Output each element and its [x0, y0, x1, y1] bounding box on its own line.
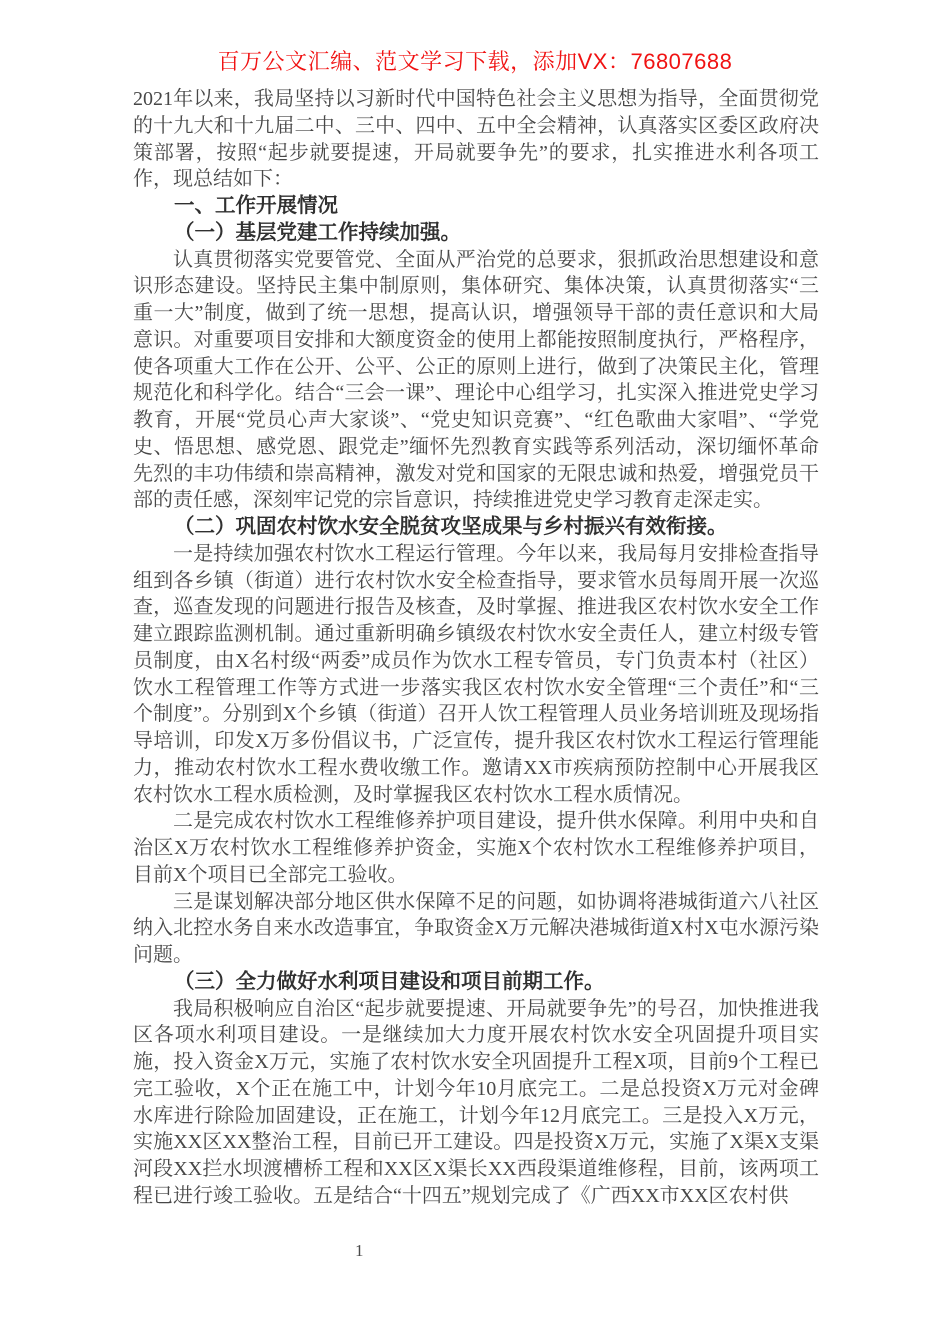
water-safety-paragraph-2: 二是完成农村饮水工程维修养护项目建设，提升供水保障。利用中央和自治区X万农村饮水工程维修养护资金，实施X个农村饮水工程维修养护项目，目前X个项目已全部完工验收。: [133, 810, 819, 886]
page-number: 1: [355, 1241, 364, 1260]
party-building-paragraph: 认真贯彻落实党要管党、全面从严治党的总要求，狠抓政治思想建设和意识形态建设。坚持民主集中制原则，集体研究、集体决策，认真贯彻落实“三重一大”制度，做到了统一思想，提高认识，增强领导干部的责任意识和大局意识。对重要项目安排和大额度资金的使用上都能按照制度执行，严格程序，使各项重大工作在公开、公平、公正的原则上进行，做到了决策民主化，管理规范化和科学化。结合“三会一课”、理论中心组学习，扎实深入推进党史学习教育，开展“党员心声大家谈”、“党史知识竞赛”、“红色歌曲大家唱”、“学党史、悟思想、感党恩、跟党走”缅怀先烈教育实践等系列活动，深切缅怀革命先烈的丰功伟绩和崇高精神，激发对党和国家的无限忠诚和热爱，增强党员干部的责任感，深刻牢记党的宗旨意识，持续推进党史学习教育走深走实。: [133, 248, 819, 512]
promo-header-text: 百万公文汇编、范文学习下载，添加VX：76807688: [217, 49, 733, 74]
section-1-3-heading: （三）全力做好水利项目建设和项目前期工作。: [174, 969, 605, 993]
section-1-2-heading: （二）巩固农村饮水安全脱贫攻坚成果与乡村振兴有效衔接。: [174, 515, 728, 538]
water-safety-paragraph-1: 一是持续加强农村饮水工程运行管理。今年以来，我局每月安排检查指导组到各乡镇（街道）进行农村饮水安全检查指导，要求管水员每周开展一次巡查，巡查发现的问题进行报告及核查，及时掌握、推进我区农村饮水安全工作建立跟踪监测机制。通过重新明确乡镇级农村饮水安全责任人，建立村级专管员制度，由X名村级“两委”成员作为饮水工程专管员，专门负责本村（社区）饮水工程管理工作等方式进一步落实我区农村饮水安全管理“三个责任”和“三个制度”。分别到X个乡镇（街道）召开人饮工程管理人员业务培训班及现场指导培训，印发X万多份倡议书，广泛宣传，提升我区农村饮水工程运行管理能力，推动农村饮水工程水费收缴工作。邀请XX市疾病预防控制中心开展我区农村饮水工程水质检测，及时掌握我区农村饮水工程水质情况。: [133, 542, 819, 806]
section-1-1-heading: （一）基层党建工作持续加强。: [174, 220, 461, 244]
document-body: [133, 86, 819, 1210]
water-safety-paragraph-3: 三是谋划解决部分地区供水保障不足的问题，如协调将港城街道六八社区纳入北控水务自来水改造事宜，争取资金X万元解决港城街道X村X屯水源污染问题。: [133, 890, 819, 966]
section-1-heading: 一、工作开展情况: [174, 194, 338, 217]
intro-paragraph: 2021年以来，我局坚持以习新时代中国特色社会主义思想为指导，全面贯彻党的十九大和十九届二中、三中、四中、五中全会精神，认真落实区委区政府决策部署，按照“起步就要提速，开局就要争先”的要求，扎实推进水利各项工作，现总结如下：: [133, 88, 819, 191]
project-construction-paragraph: 我局积极响应自治区“起步就要提速、开局就要争先”的号召，加快推进我区各项水利项目建设。一是继续加大力度开展农村饮水安全巩固提升项目实施，投入资金X万元，实施了农村饮水安全巩固提升工程X项，目前9个工程已完工验收，X个正在施工中，计划今年10月底完工。二是总投资X万元对金碑水库进行除险加固建设，正在施工，计划今年12月底完工。三是投入X万元，实施XX区XX整治工程，目前已开工建设。四是投资X万元，实施了X渠X支渠河段XX拦水坝渡槽桥工程和XX区X渠长XX西段渠道维修程，目前，该两项工程已进行竣工验收。五是结合“十四五”规划完成了《广西XX市XX区农村供: [133, 997, 819, 1207]
